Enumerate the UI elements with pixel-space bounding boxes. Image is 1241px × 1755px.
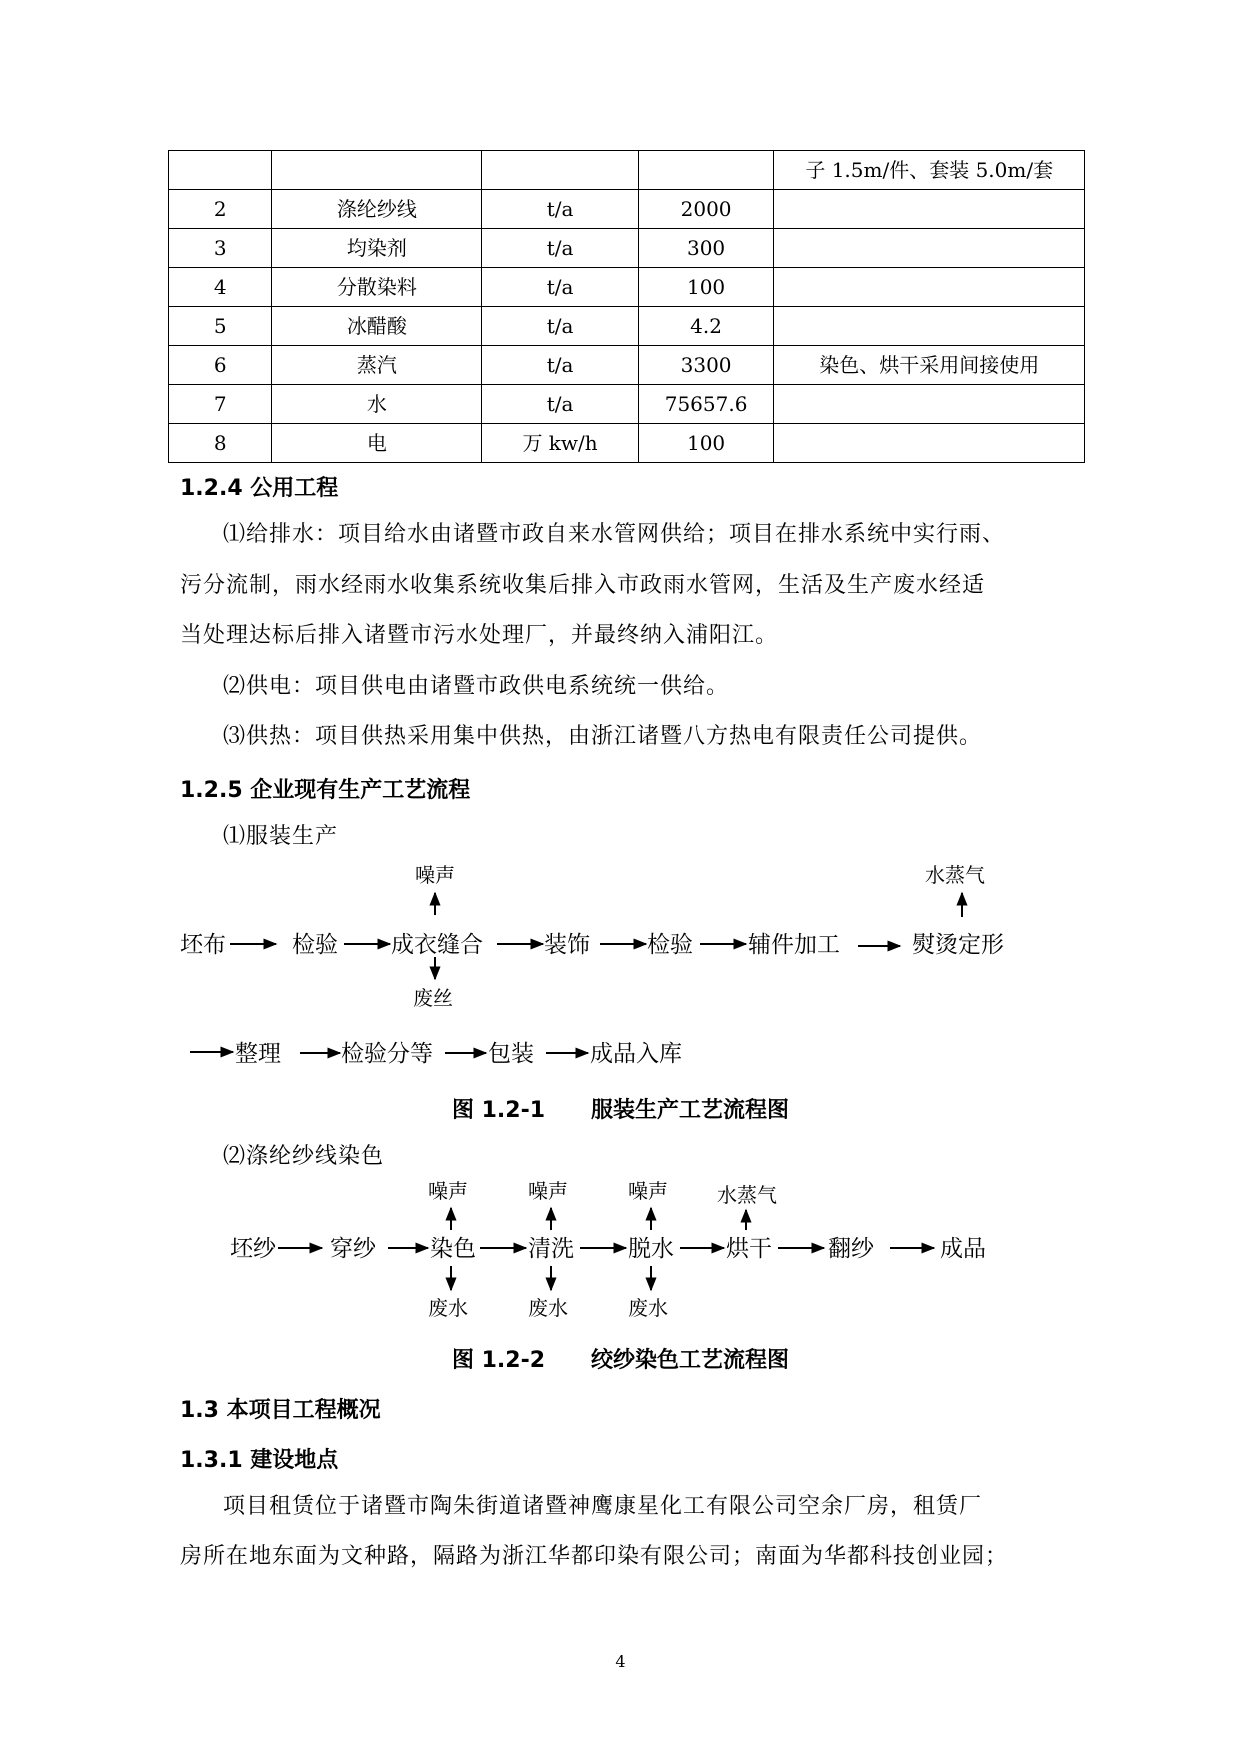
flow-step: 坯纱 xyxy=(230,1236,276,1262)
table-cell: 电 xyxy=(272,424,482,463)
flow-step: 染色 xyxy=(430,1236,476,1262)
figure-title: 绞纱染色工艺流程图 xyxy=(591,1348,790,1373)
wastewater-label: 废水 xyxy=(628,1296,668,1320)
steam-label: 水蒸气 xyxy=(717,1183,777,1207)
flow-step: 翻纱 xyxy=(828,1236,874,1262)
table-cell xyxy=(482,151,638,190)
paragraph-line: ⑶供热：项目供热采用集中供热，由浙江诸暨八方热电有限责任公司提供。 xyxy=(223,724,983,749)
figure-number: 图 1.2-2 xyxy=(451,1348,546,1373)
figure-title: 服装生产工艺流程图 xyxy=(591,1098,790,1123)
table-cell: 8 xyxy=(169,424,272,463)
flow-step: 清洗 xyxy=(528,1236,574,1262)
table-cell: 4.2 xyxy=(638,307,774,346)
table-cell: 100 xyxy=(638,424,774,463)
flow-step: 脱水 xyxy=(628,1236,674,1262)
table-cell: 5 xyxy=(169,307,272,346)
subsection-label: ⑴服装生产 xyxy=(223,824,339,849)
table-cell: t/a xyxy=(482,346,638,385)
table-cell: 300 xyxy=(638,229,774,268)
table-cell: 2 xyxy=(169,190,272,229)
flow-step: 检验分等 xyxy=(341,1041,433,1067)
table-cell: 蒸汽 xyxy=(272,346,482,385)
section-heading-1-2-4: 1.2.4 公用工程 xyxy=(180,476,339,501)
flow-step: 熨烫定形 xyxy=(912,932,1004,958)
table-cell: 7 xyxy=(169,385,272,424)
subsection-label: ⑵涤纶纱线染色 xyxy=(223,1144,385,1169)
yarn-dyeing-flowchart xyxy=(0,1170,1241,1330)
table-cell xyxy=(638,151,774,190)
table-cell: t/a xyxy=(482,268,638,307)
table-cell: 分散染料 xyxy=(272,268,482,307)
table-cell: t/a xyxy=(482,385,638,424)
table-cell xyxy=(774,424,1085,463)
table-cell: t/a xyxy=(482,229,638,268)
table-cell: 子 1.5m/件、套装 5.0m/套 xyxy=(774,151,1085,190)
page-number: 4 xyxy=(615,1652,626,1671)
wastewater-label: 废水 xyxy=(528,1296,568,1320)
table-row xyxy=(169,151,1085,190)
table-row xyxy=(169,385,1085,424)
table-cell xyxy=(774,229,1085,268)
table-row xyxy=(169,307,1085,346)
flow-step: 检验 xyxy=(292,932,338,958)
waste-silk-label: 废丝 xyxy=(413,986,453,1010)
steam-label: 水蒸气 xyxy=(925,863,985,887)
table-cell xyxy=(774,385,1085,424)
noise-label: 噪声 xyxy=(628,1179,668,1203)
table-cell: 6 xyxy=(169,346,272,385)
figure-caption-2 xyxy=(0,1343,1241,1374)
table-cell: 3300 xyxy=(638,346,774,385)
flow-step: 装饰 xyxy=(544,932,590,958)
flow-step: 辅件加工 xyxy=(748,932,840,958)
noise-label: 噪声 xyxy=(415,863,455,887)
table-cell: 100 xyxy=(638,268,774,307)
table-row xyxy=(169,229,1085,268)
table-row xyxy=(169,190,1085,229)
table-cell xyxy=(272,151,482,190)
paragraph-line: 污分流制，雨水经雨水收集系统收集后排入市政雨水管网，生活及生产废水经适 xyxy=(180,573,986,598)
table-row xyxy=(169,268,1085,307)
table-cell: 冰醋酸 xyxy=(272,307,482,346)
noise-label: 噪声 xyxy=(528,1179,568,1203)
table-cell xyxy=(774,307,1085,346)
table-cell: 染色、烘干采用间接使用 xyxy=(774,346,1085,385)
table-cell: 均染剂 xyxy=(272,229,482,268)
flow-step: 成衣缝合 xyxy=(391,932,483,958)
flow-step: 检验 xyxy=(647,932,693,958)
garment-process-flowchart-row2 xyxy=(0,1030,1241,1080)
table-cell: t/a xyxy=(482,190,638,229)
flow-step: 成品入库 xyxy=(590,1041,682,1067)
table-cell: t/a xyxy=(482,307,638,346)
table-cell: 75657.6 xyxy=(638,385,774,424)
table-cell xyxy=(774,190,1085,229)
table-cell: 3 xyxy=(169,229,272,268)
flow-step: 成品 xyxy=(940,1236,986,1262)
paragraph-line: 项目租赁位于诸暨市陶朱街道诸暨神鹰康星化工有限公司空余厂房，租赁厂 xyxy=(223,1494,983,1519)
materials-table xyxy=(168,150,1085,463)
flow-step: 包装 xyxy=(488,1041,534,1067)
figure-caption-1 xyxy=(0,1093,1241,1124)
table-row xyxy=(169,346,1085,385)
section-heading-1-2-5: 1.2.5 企业现有生产工艺流程 xyxy=(180,778,471,803)
flow-step: 整理 xyxy=(235,1041,281,1067)
paragraph-line: ⑴给排水：项目给水由诸暨市政自来水管网供给；项目在排水系统中实行雨、 xyxy=(223,522,1006,547)
paragraph-line: 房所在地东面为文种路，隔路为浙江华都印染有限公司；南面为华都科技创业园； xyxy=(180,1544,1009,1569)
table-cell: 4 xyxy=(169,268,272,307)
paragraph-line: 当处理达标后排入诸暨市污水处理厂，并最终纳入浦阳江。 xyxy=(180,623,779,648)
section-heading-1-3-1: 1.3.1 建设地点 xyxy=(180,1448,339,1473)
section-heading-1-3: 1.3 本项目工程概况 xyxy=(180,1398,381,1423)
garment-process-flowchart xyxy=(0,855,1241,1055)
flow-step: 烘干 xyxy=(726,1236,772,1262)
table-cell xyxy=(169,151,272,190)
noise-label: 噪声 xyxy=(428,1179,468,1203)
table-cell: 万 kw/h xyxy=(482,424,638,463)
table-row xyxy=(169,424,1085,463)
table-cell: 涤纶纱线 xyxy=(272,190,482,229)
flow-step: 坯布 xyxy=(180,932,226,958)
figure-number: 图 1.2-1 xyxy=(451,1098,546,1123)
table-cell: 2000 xyxy=(638,190,774,229)
wastewater-label: 废水 xyxy=(428,1296,468,1320)
flow-step: 穿纱 xyxy=(330,1236,376,1262)
table-cell: 水 xyxy=(272,385,482,424)
table-cell xyxy=(774,268,1085,307)
paragraph-line: ⑵供电：项目供电由诸暨市政供电系统统一供给。 xyxy=(223,674,730,699)
